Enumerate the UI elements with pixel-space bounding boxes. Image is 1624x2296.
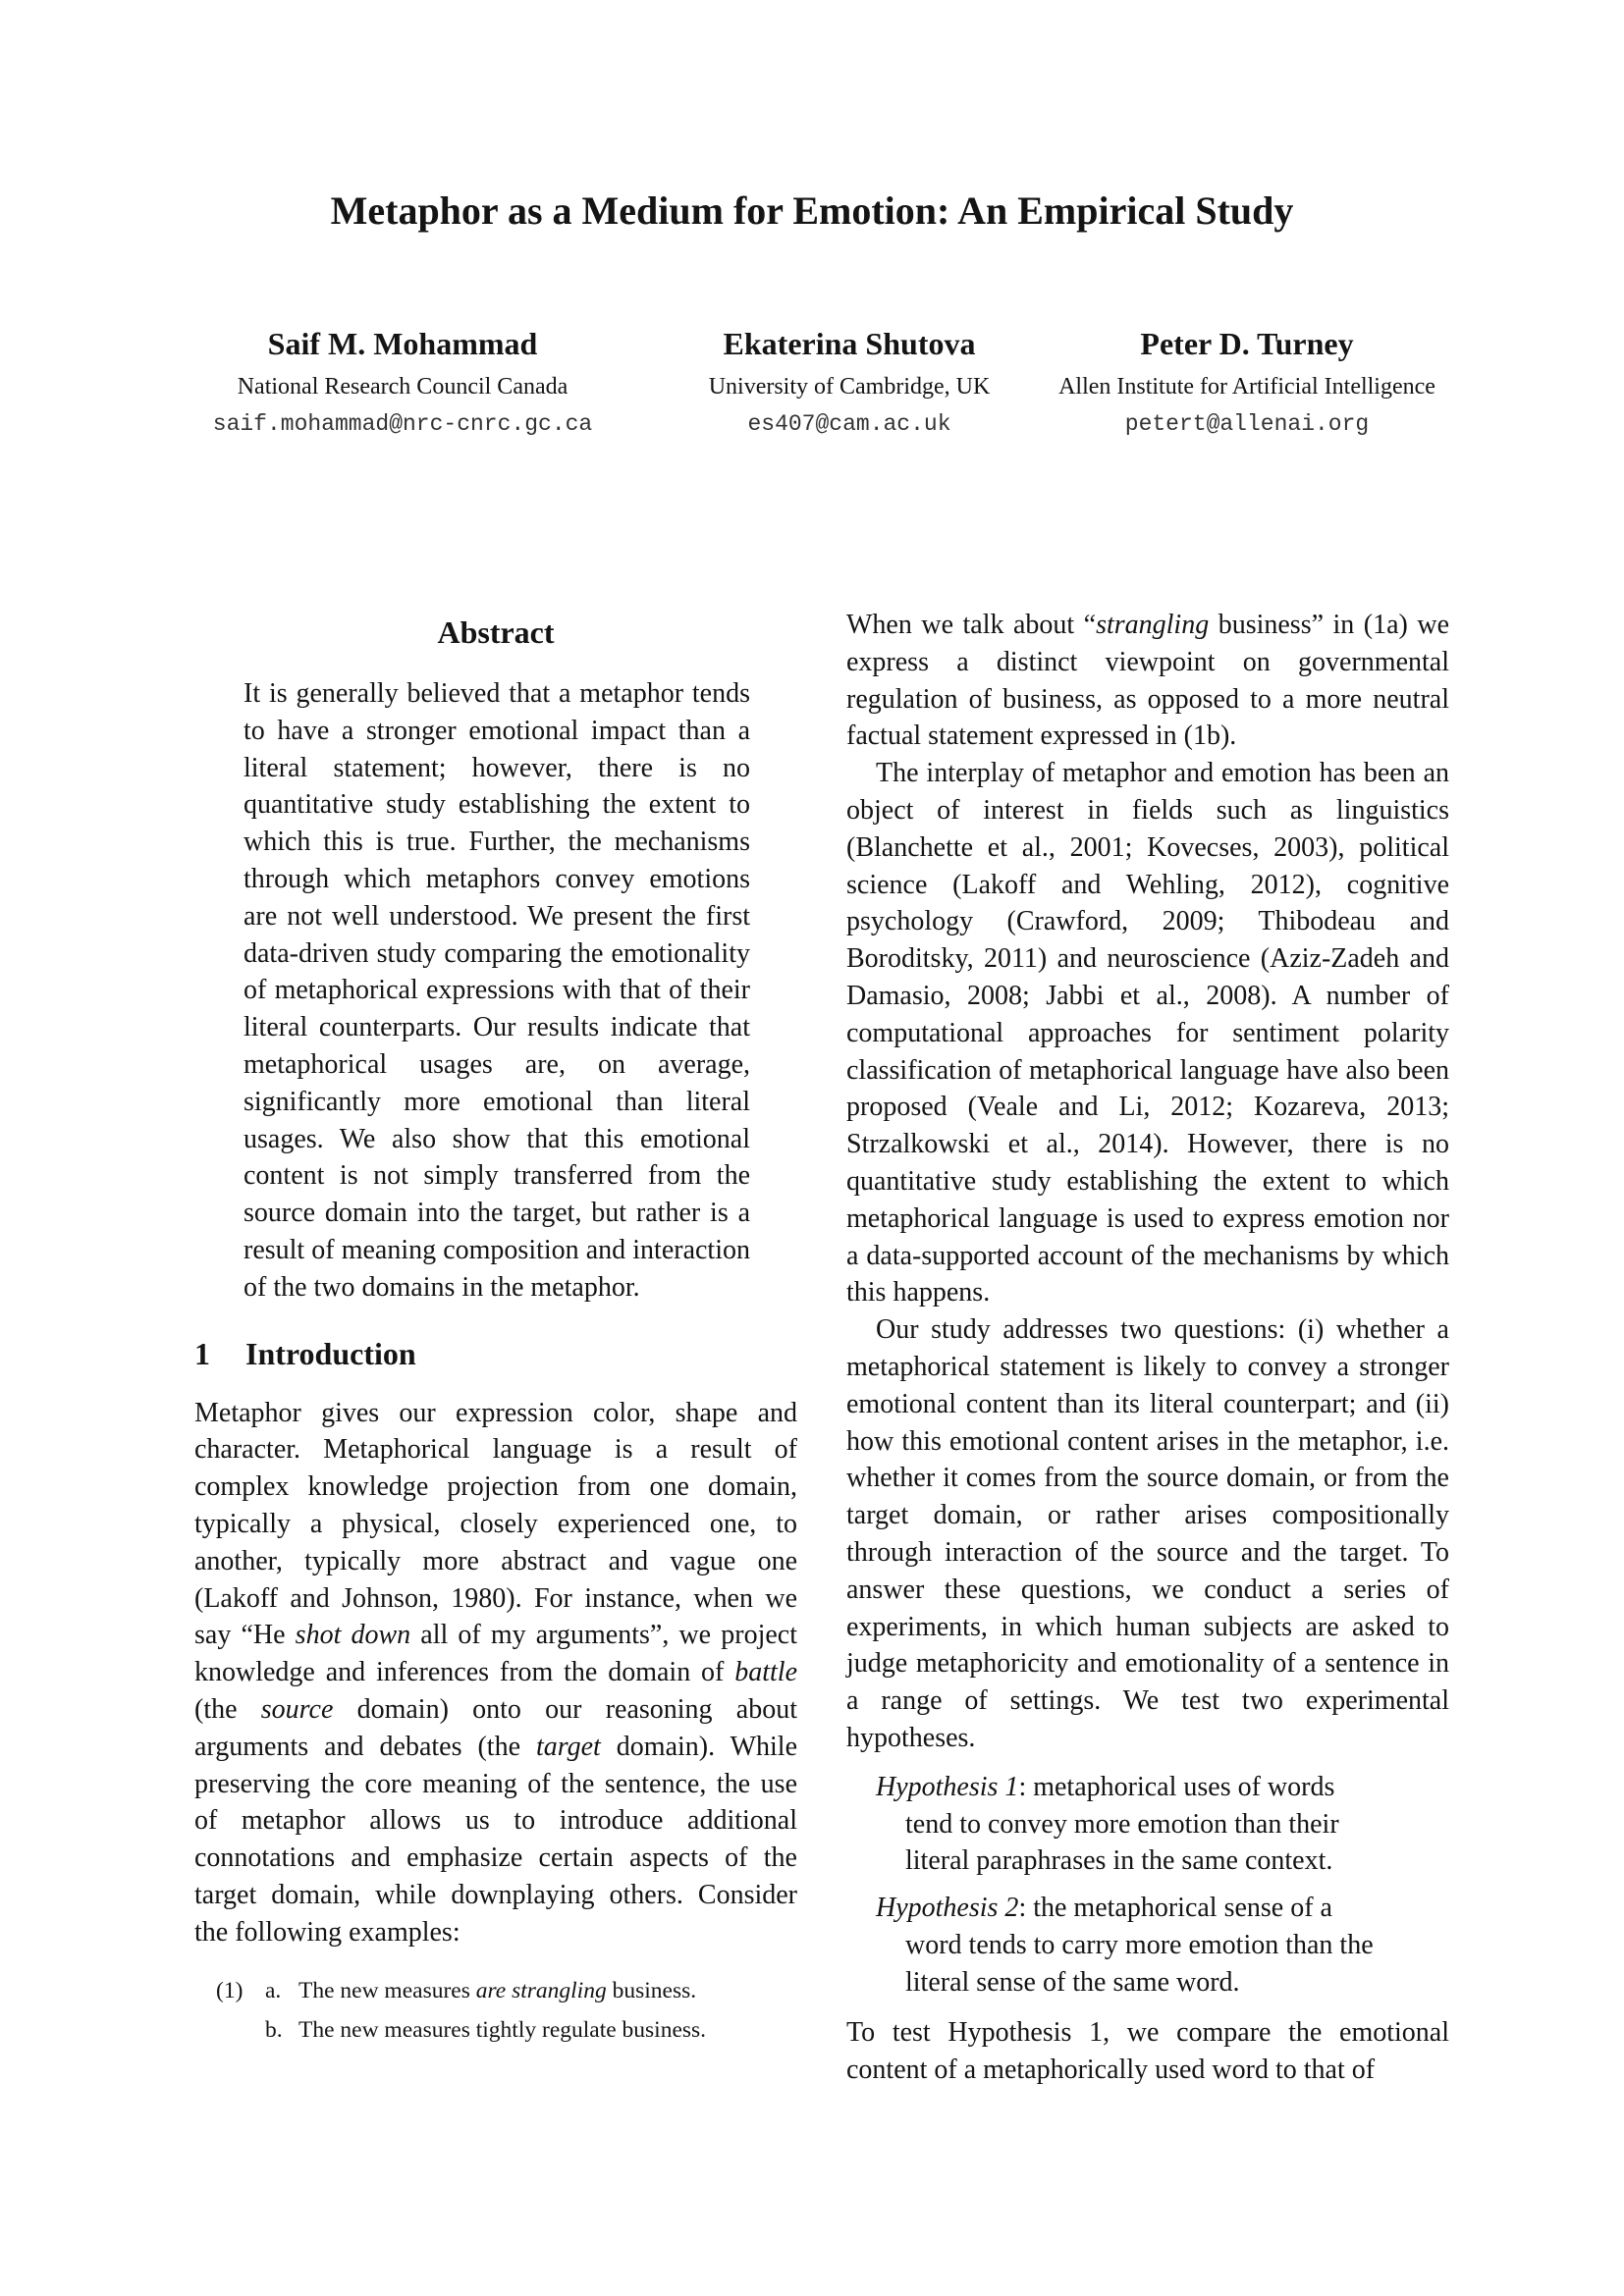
paragraph: To test Hypothesis 1, we compare the emotional content of a metaphorically used word to that of <box>846 2017 1449 2086</box>
paragraph: Metaphor gives our expression color, shape and character. Metaphorical language is a result of complex knowledge projection from one domain, typically a physical, closely experienced one, to another, typically more abstract and vague one (Lakoff and Johnson, 1980). For instance, when we say “He shot down all of my arguments”, we project knowledge and inferences from the domain of battle (the source domain) onto our reasoning about arguments and debates (the target domain). While preserving the core meaning of the sentence, the use of metaphor allows us to introduce additional connotations and emphasize certain aspects of the target domain, while downplaying others. Consider the following examples: <box>194 1397 798 1948</box>
example-number: (1) <box>216 1977 244 2003</box>
section-heading <box>194 1334 797 1373</box>
author-block <box>1031 324 1463 440</box>
paragraph: The interplay of metaphor and emotion has been an object of interest in fields such as linguistics (Blanchette et al., 2001; Kovecses, 2003), political science (Lakoff and Wehling, 2012), cognitive psychology (Crawford, 2009; Thibodeau and Boroditsky, 2011) and neuroscience (Aziz-Zadeh and Damasio, 2008; Jabbi et al., 2008). A number of computational approaches for sentiment polarity classification of metaphorical language have also been proposed (Veale and Li, 2012; Kozareva, 2013; Strzalkowski et al., 2014). However, there is no quantitative study establishing the extent to which metaphorical language is used to express emotion nor a data-supported account of the mechanisms by which this happens. <box>846 758 1449 1308</box>
example-text: The new measures are strangling business. <box>298 1977 697 2003</box>
example-list <box>194 1971 797 2050</box>
hypothesis-list <box>846 1769 1449 2002</box>
abstract-body <box>244 675 750 1307</box>
section-number: 1 <box>194 1335 210 1371</box>
right-column <box>846 607 1449 2089</box>
author-email: petert@allenai.org <box>1124 411 1370 437</box>
example-text: The new measures tightly regulate business. <box>298 2016 707 2043</box>
author-email: saif.mohammad@nrc-cnrc.gc.ca <box>212 411 593 437</box>
author-name: Ekaterina Shutova <box>723 326 976 361</box>
paper-title: Metaphor as a Medium for Emotion: An Empirical Study <box>330 188 1294 233</box>
hypothesis: Hypothesis 2: the metaphorical sense of a word tends to carry more emotion than the literal sense of the same word. <box>876 1893 1374 1998</box>
example-letter: b. <box>265 2016 283 2043</box>
example-item <box>194 2010 797 2050</box>
author-name: Peter D. Turney <box>1140 326 1354 361</box>
author-affiliation: University of Cambridge, UK <box>708 374 991 400</box>
author-affiliation: Allen Institute for Artificial Intelligence <box>1058 374 1435 400</box>
example-item <box>194 1971 797 2010</box>
author-block <box>187 324 619 440</box>
paragraph: When we talk about “strangling business” in (1a) we express a distinct viewpoint on governmental regulation of business, as opposed to a more neutral factual statement expressed in (1b). <box>846 610 1449 752</box>
author-affiliation: National Research Council Canada <box>237 374 568 400</box>
author-name: Saif M. Mohammad <box>267 326 538 361</box>
author-email: es407@cam.ac.uk <box>747 411 951 437</box>
section-title: Introduction <box>245 1335 416 1371</box>
author-block <box>638 324 1060 440</box>
left-column <box>194 607 797 2050</box>
example-letter: a. <box>265 1977 282 2003</box>
hypothesis: Hypothesis 1: metaphorical uses of words tend to convey more emotion than their literal paraphrases in the same context. <box>876 1771 1339 1877</box>
abstract-heading: Abstract <box>437 614 555 650</box>
paragraph: Our study addresses two questions: (i) whether a metaphorical statement is likely to convey a stronger emotional content than its literal counterpart; and (ii) how this emotional content arises in the metaphor, i.e. whether it comes from the source domain, or from the target domain, or rather arises compositionally through interaction of the source and the target. To answer these questions, we conduct a series of experiments, in which human subjects are asked to judge metaphoricity and emotionality of a sentence in a range of settings. We test two experimental hypotheses. <box>846 1314 1449 1753</box>
abstract-text: It is generally believed that a metaphor tends to have a stronger emotional impact than a literal statement; however, there is no quantitative study establishing the extent to which this is true. Further, the mechanisms through which metaphors convey emotions are not well understood. We present the first data-driven study comparing the emotionality of metaphorical expressions with that of their literal counterparts. Our results indicate that metaphorical usages are, on average, significantly more emotional than literal usages. We also show that this emotional content is not simply transferred from the source domain into the target, but rather is a result of meaning composition and interaction of the two domains in the metaphor. <box>244 678 750 1303</box>
